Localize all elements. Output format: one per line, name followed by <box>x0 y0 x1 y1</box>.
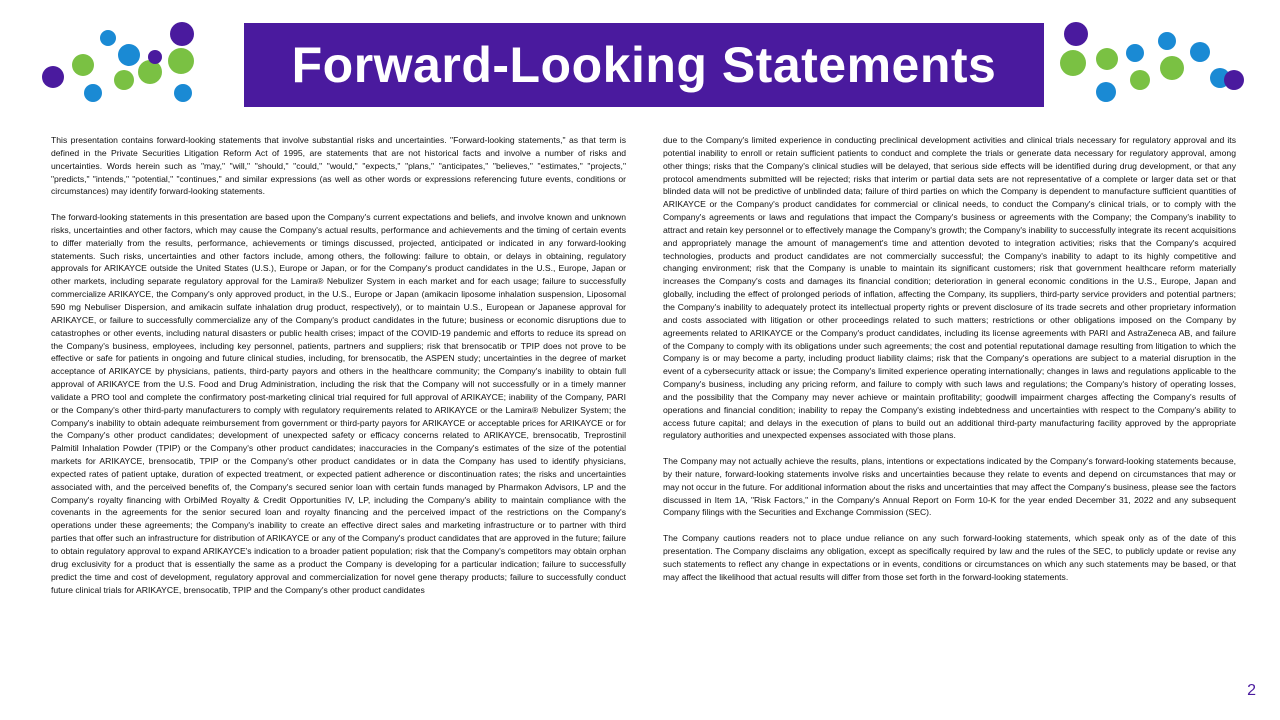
dot <box>1126 44 1144 62</box>
dot <box>1096 48 1118 70</box>
dot <box>118 44 140 66</box>
right-text-column <box>663 134 1236 596</box>
page-number: 2 <box>1247 682 1256 699</box>
dot <box>72 54 94 76</box>
dot <box>42 66 64 88</box>
dot <box>1224 70 1244 90</box>
dot <box>138 60 162 84</box>
dot <box>114 70 134 90</box>
paragraph: This presentation contains forward-looking statements that involve substantial risks and uncertainties. "Forward-looking statements," as that term is defined in the Private Securities Litigation Reform Act of 1995, are statements that are not historical facts and involve a number of risks and uncertainties. Words herein such as "may," "will," "should," "could," "would," "expects," "plans," "anticipates," "believes," "estimates," "projects," "predicts," "intends," "potential," "continues," and similar expressions (as well as other words or expressions referencing future events, conditions or circumstances) may identify forward-looking statements. <box>51 135 626 197</box>
decorative-dots-right <box>1050 0 1270 115</box>
decorative-dots-left <box>30 0 230 115</box>
left-text-column <box>51 134 626 609</box>
dot <box>1130 70 1150 90</box>
dot <box>1064 22 1088 46</box>
paragraph: The Company cautions readers not to place undue reliance on any such forward-looking statements, which speak only as of the date of this presentation. The Company disclaims any obligation, except as specifically required by law and the rules of the SEC, to publicly update or revise any such statements to reflect any change in expectations or in events, conditions or circumstances on which any such statements may be based, or that may affect the likelihood that actual results will differ from those set forth in the forward-looking statements. <box>663 533 1236 582</box>
dot <box>1190 42 1210 62</box>
dot <box>100 30 116 46</box>
dot <box>1160 56 1184 80</box>
paragraph: The forward-looking statements in this presentation are based upon the Company's current expectations and beliefs, and involve known and unknown risks, uncertainties and other factors, which may cause the Company's actual results, performance and achievements and the timing of certain events to differ materially from the results, performance, achievements or timings discussed, projected, anticipated or indicated in any forward-looking statements. Such risks, uncertainties and other factors include, among others, the following: failure to obtain, or delays in obtaining, regulatory approvals for ARIKAYCE outside the United States (U.S.), Europe or Japan, or for the Company's product candidates in the U.S., Europe, Japan or other markets, including separate regulatory approval for the Lamira® Nebulizer System in each market and for each usage; failure to successfully commercialize ARIKAYCE, the Company's only approved product, in the U.S., Europe or Japan (amikacin liposome inhalation suspension, Liposomal 590 mg Nebuliser Dispersion, and amikacin sulfate inhalation drug product, respectively), or to maintain U.S., European or Japanese approval for ARIKAYCE, or failure to successfully commercialize any of the Company's product candidates in the future; business or economic disruptions due to catastrophes or other events, including natural disasters or public health crises; impact of the COVID-19 pandemic and efforts to reduce its spread on the Company's business, employees, including key personnel, patients, partners and suppliers; risk that brensocatib or TPIP does not prove to be effective or safe for patients in ongoing and future clinical studies, including, for brensocatib, the ASPEN study; uncertainties in the degree of market acceptance of ARIKAYCE by physicians, patients, third-party payors and others in the healthcare community; the Company's inability to obtain full approval of ARIKAYCE from the U.S. Food and Drug Administration, including the risk that the Company will not successfully or in a timely manner validate a PRO tool and complete the confirmatory post-marketing clinical trial required for full approval of ARIKAYCE; inability of the Company, PARI or the Company's other third-party manufacturers to comply with regulatory requirements related to ARIKAYCE or the Lamira® Nebulizer System; the Company's inability to obtain adequate reimbursement from government or third-party payors for ARIKAYCE or acceptable prices for ARIKAYCE or for the Company's other product candidates; development of unexpected safety or efficacy concerns related to ARIKAYCE, brensocatib, Treprostinil Palmitil Inhalation Powder (TPIP) or the Company's other product candidates; inaccuracies in the Company's estimates of the size of the potential markets for ARIKAYCE, brensocatib, TPIP or the Company's other product candidates or in data the Company has used to identify physicians, expected rates of patient uptake, duration of expected treatment, or expected patient adherence or discontinuation rates; the risks and uncertainties associated with, and the perceived benefits of, the Company's secured senior loan with certain funds managed by Pharmakon Advisors, LP and the Company's royalty financing with OrbiMed Royalty & Credit Opportunities IV, LP, including the Company's ability to maintain compliance with the covenants in the agreements for the senior secured loan and royalty financing and the perceived impact of the restrictions on the Company's operations under these agreements; the Company's inability to create an effective direct sales and marketing infrastructure or to partner with third parties that offer such an infrastructure for distribution of ARIKAYCE or any of the Company's product candidates that are approved in the future; failure to obtain regulatory approval to expand ARIKAYCE's indication to a broader patient population; risk that the Company's competitors may obtain orphan drug exclusivity for a product that is essentially the same as a product the Company is developing for a particular indication; failure to successfully predict the time and cost of development, regulatory approval and commercialization for novel gene therapy products; failure to successfully conduct future clinical trials for ARIKAYCE, brensocatib, TPIP and the Company's other product candidates <box>51 212 626 595</box>
dot <box>174 84 192 102</box>
dot <box>170 22 194 46</box>
page-title: Forward-Looking Statements <box>291 37 997 93</box>
paragraph: The Company may not actually achieve the results, plans, intentions or expectations indicated by the Company's forward-looking statements because, by their nature, forward-looking statements involve risks and uncertainties because they relate to events and depend on circumstances that may or may not occur in the future. For additional information about the risks and uncertainties that may affect the Company's business, please see the factors discussed in Item 1A, "Risk Factors," in the Company's Annual Report on Form 10-K for the year ended December 31, 2022 and any subsequent Company filings with the Securities and Exchange Commission (SEC). <box>663 456 1236 518</box>
paragraph: due to the Company's limited experience in conducting preclinical development activities and clinical trials necessary for regulatory approval and its potential inability to enroll or retain sufficient patients to conduct and complete the trials or generate data necessary for regulatory approval, among other things; risks that the Company's clinical studies will be delayed, that serious side effects will be identified during drug development, or that any protocol amendments submitted will be rejected; risks that interim or partial data sets are not representative of a complete or larger data set or that blinded data will not be predictive of unblinded data; failure of third parties on which the Company is dependent to manufacture sufficient quantities of ARIKAYCE or the Company's product candidates for commercial or clinical needs, to conduct the Company's clinical trials, or to comply with the Company's agreements or laws and regulations that impact the Company's business or agreements with the Company; the Company's inability to attract and retain key personnel or to effectively manage the Company's growth; the Company's inability to successfully integrate its recent acquisitions and appropriately manage the amount of management's time and attention devoted to integration activities; risks that the Company's acquired technologies, products and product candidates are not commercially successful; the Company's inability to adapt to its highly competitive and changing environment; risk that the Company is unable to maintain its significant customers; risk that government healthcare reform materially increases the Company's costs and damages its financial condition; deterioration in general economic conditions in the U.S., Europe, Japan and globally, including the effect of prolonged periods of inflation, affecting the Company, its suppliers, third-party service providers and potential partners; the Company's inability to adequately protect its intellectual property rights or prevent disclosure of its trade secrets and other proprietary information and costs associated with litigation or other proceedings related to such matters; restrictions or other obligations imposed on the Company by agreements related to ARIKAYCE or the Company's product candidates, including its license agreements with PARI and AstraZeneca AB, and failure of the Company to comply with its obligations under such agreements; the cost and potential reputational damage resulting from litigation to which the Company is or may become a party, including product liability claims; risk that the Company's operations are subject to a material disruption in the event of a cybersecurity attack or issue; the Company's limited experience operating internationally; changes in laws and regulations applicable to the Company's business, including any pricing reform, and failure to comply with such laws and regulations; the Company's history of operating losses, and the possibility that the Company may never achieve or maintain profitability; goodwill impairment charges affecting the Company's results of operations and financial condition; inability to repay the Company's existing indebtedness and uncertainties with respect to the Company's ability to access future capital; and delays in the execution of plans to build out an additional third-party manufacturing facility approved by the appropriate regulatory authorities and unexpected expenses associated with those plans. <box>663 135 1236 441</box>
dot <box>1158 32 1176 50</box>
dot <box>148 50 162 64</box>
dot <box>168 48 194 74</box>
dot <box>1096 82 1116 102</box>
dot <box>1060 50 1086 76</box>
dot <box>84 84 102 102</box>
title-banner <box>244 23 1044 107</box>
